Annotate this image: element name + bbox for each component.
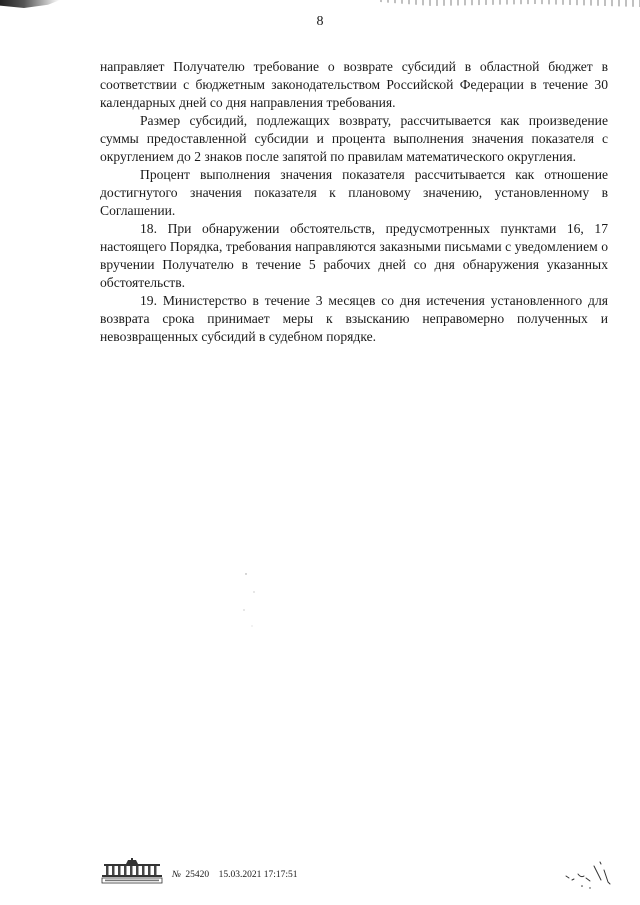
signature-mark-icon [560,852,620,892]
scan-mark-left [0,0,60,8]
paragraph-18: 18. При обнаружении обстоятельств, предусмотренных пунктами 16, 17 настоящего Порядка, требования направляются заказными письмами с уведомлением о вручении Получателю в течение 5 рабочих дней со дня обнаружения указанных обстоятельств. [100,221,608,290]
building-logo-icon [100,858,164,884]
document-body [100,58,608,346]
scan-mark-right [380,0,640,10]
scan-speckles [240,570,260,630]
doc-datetime: 15.03.2021 17:17:51 [218,870,298,880]
paragraph-1: направляет Получателю требование о возврате субсидий в областной бюджет в соответствии с бюджетным законодательством Российской Федерации в течение 30 календарных дней со дня направления требования. [100,59,608,110]
page-number: 8 [316,14,324,29]
doc-number: 25420 [185,870,210,880]
number-sign: № [172,870,181,880]
paragraph-2: Размер субсидий, подлежащих возврату, рассчитывается как произведение суммы предоставленной субсидии и процента выполнения значения показателя с округлением до 2 знаков после запятой по правилам математического округления. [100,113,608,164]
scan-edge-artifact [0,0,640,14]
document-footer [100,858,620,898]
paragraph-19: 19. Министерство в течение 3 месяцев со дня истечения установленного для возврата срока принимает меры к взысканию неправомерно полученных и невозвращенных субсидий в судебном порядке. [100,293,608,344]
paragraph-3: Процент выполнения значения показателя рассчитывается как отношение достигнутого значения показателя к плановому значению, установленному в Соглашении. [100,167,608,218]
document-registration-stamp [172,870,298,880]
